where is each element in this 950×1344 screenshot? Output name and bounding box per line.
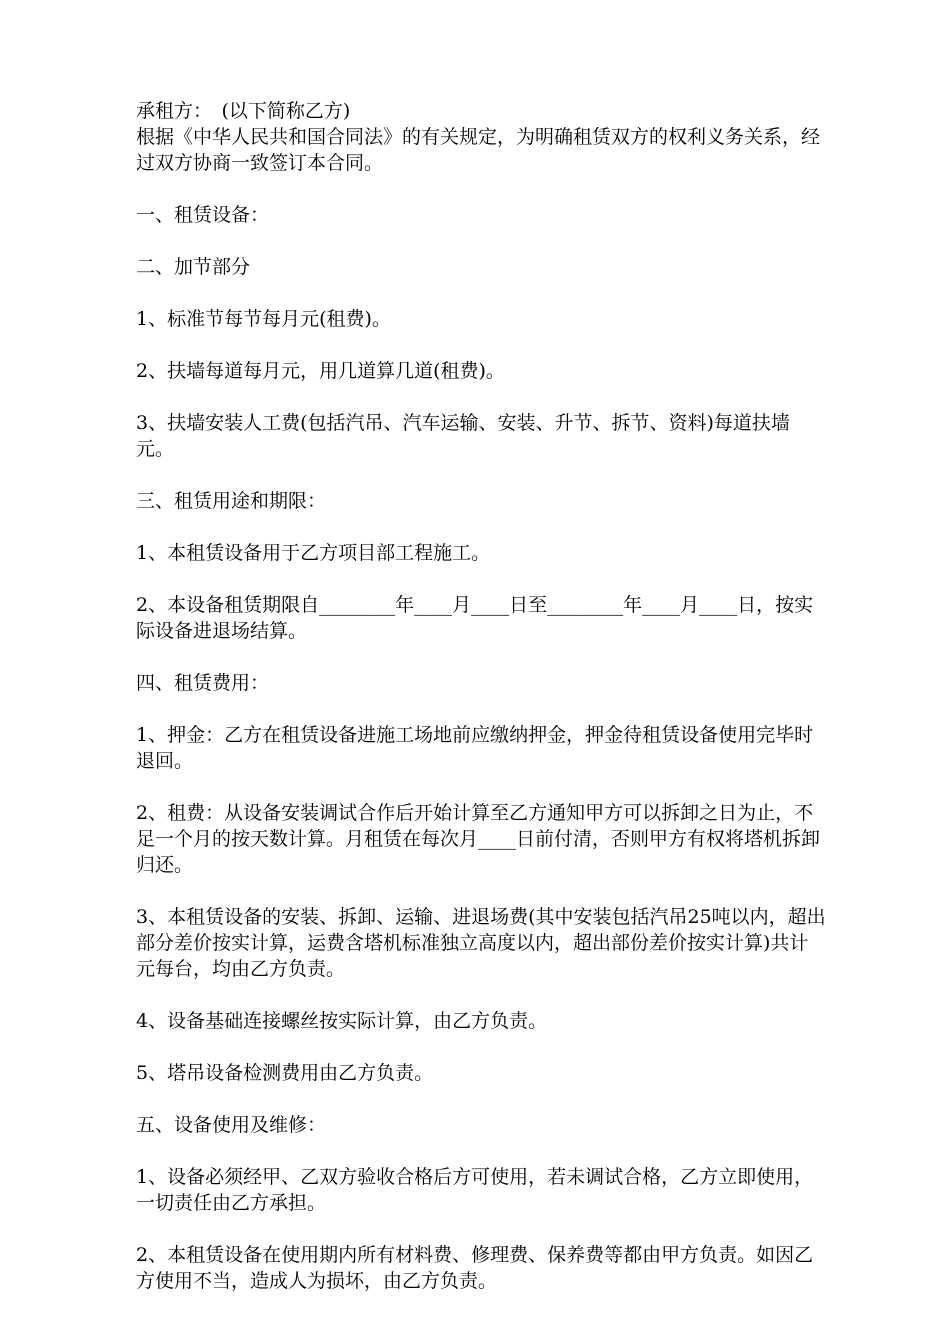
contract-page	[136, 98, 826, 1294]
section-4-item-2: 2、租费：从设备安装调试合作后开始计算至乙方通知甲方可以拆卸之日为止，不足一个月的按天数计算。月租赁在每次月____日前付清，否则甲方有权将塔机拆卸归还。	[136, 802, 821, 876]
section-4-title: 四、租赁费用：	[136, 672, 270, 694]
section-4-item-4: 4、设备基础连接螺丝按实际计算，由乙方负责。	[136, 1010, 548, 1032]
section-1-title: 一、租赁设备：	[136, 204, 270, 226]
section-4-item-5: 5、塔吊设备检测费用由乙方负责。	[136, 1062, 434, 1084]
section-2-title: 二、加节部分	[136, 256, 251, 278]
section-3-item-1: 1、本租赁设备用于乙方项目部工程施工。	[136, 542, 491, 564]
section-3-item-2: 2、本设备租赁期限自________年____月____日至________年____月____日，按实际设备进退场结算。	[136, 594, 814, 642]
section-2-item-3: 3、扶墙安装人工费(包括汽吊、汽车运输、安装、升节、拆节、资料)每道扶墙 元。	[136, 412, 796, 460]
lessee-line: 承租方： (以下简称乙方)	[136, 100, 351, 122]
section-5-title: 五、设备使用及维修：	[136, 1114, 327, 1136]
section-5-item-1: 1、设备必须经甲、乙双方验收合格后方可使用，若未调试合格，乙方立即使用，一切责任由乙方承担。	[136, 1166, 814, 1214]
section-2-item-1: 1、标准节每节每月元(租费)。	[136, 308, 391, 330]
section-4-item-1: 1、押金：乙方在租赁设备进施工场地前应缴纳押金，押金待租赁设备使用完毕时退回。	[136, 724, 814, 772]
section-2-item-2: 2、扶墙每道每月元，用几道算几道(租费)。	[136, 360, 505, 382]
section-3-title: 三、租赁用途和期限：	[136, 490, 327, 512]
preamble-paragraph: 根据《中华人民共和国合同法》的有关规定，为明确租赁双方的权利义务关系，经过双方协商一致签订本合同。	[136, 126, 821, 174]
section-5-item-2: 2、本租赁设备在使用期内所有材料费、修理费、保养费等都由甲方负责。如因乙方使用不当，造成人为损坏，由乙方负责。	[136, 1244, 814, 1292]
section-4-item-3: 3、本租赁设备的安装、拆卸、运输、进退场费(其中安装包括汽吊25吨以内，超出部分差价按实计算，运费含塔机标准独立高度以内，超出部份差价按实计算)共计 元每台，均由乙方负责。	[136, 906, 826, 980]
